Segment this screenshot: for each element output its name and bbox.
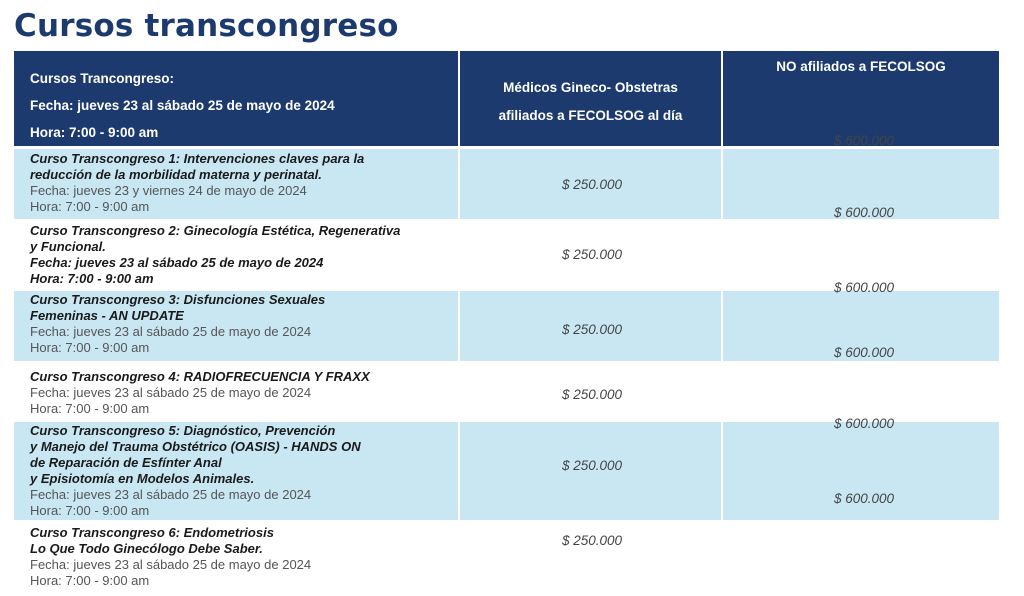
course-5-title-4: y Episiotomía en Modelos Animales. xyxy=(30,471,255,486)
price-no-afiliado-2: $ 600.000 xyxy=(834,280,895,295)
course-5-price-afiliado: $ 250.000 xyxy=(562,458,623,473)
course-5-title-1: Curso Transcongreso 5: Diagnóstico, Prevención xyxy=(30,423,336,438)
header-afiliados-line2: afiliados a FECOLSOG al día xyxy=(498,108,683,123)
course-3-date: Fecha: jueves 23 al sábado 25 de mayo de 2024 xyxy=(30,324,312,339)
course-4-date: Fecha: jueves 23 al sábado 25 de mayo de 2024 xyxy=(30,385,312,400)
course-1-title-2: reducción de la morbilidad materna y perinatal. xyxy=(30,167,322,182)
course-1-date: Fecha: jueves 23 y viernes 24 de mayo de 2024 xyxy=(30,183,307,198)
course-1 xyxy=(30,151,455,215)
course-5-title-2: y Manejo del Trauma Obstétrico (OASIS) - HANDS ON xyxy=(30,439,361,454)
course-1-price-afiliado: $ 250.000 xyxy=(562,177,623,192)
course-5 xyxy=(30,423,455,519)
course-3-time: Hora: 7:00 - 9:00 am xyxy=(30,340,150,355)
course-6 xyxy=(30,525,455,589)
course-3-price-afiliado: $ 250.000 xyxy=(562,322,623,337)
course-2-date: Fecha: jueves 23 al sábado 25 de mayo de 2024 xyxy=(30,255,324,270)
course-6-title-1: Curso Transcongreso 6: Endometriosis xyxy=(30,525,274,540)
header-courses-label: Cursos Trancongreso: xyxy=(30,71,175,86)
header-cell-courses xyxy=(14,51,458,146)
course-6-time: Hora: 7:00 - 9:00 am xyxy=(30,573,150,588)
page-title: Cursos transcongreso xyxy=(14,8,399,44)
course-4-time: Hora: 7:00 - 9:00 am xyxy=(30,401,150,416)
course-2-title-2: y Funcional. xyxy=(30,239,106,254)
header-no-afiliados-label: NO afiliados a FECOLSOG xyxy=(776,59,946,74)
header-cell-afiliados xyxy=(460,51,721,146)
course-1-title-1: Curso Transcongreso 1: Intervenciones claves para la xyxy=(30,151,365,166)
course-2 xyxy=(30,223,455,287)
course-5-title-3: de Reparación de Esfínter Anal xyxy=(30,455,222,470)
price-no-afiliado-4: $ 600.000 xyxy=(834,416,895,431)
header-cell-no-afiliados xyxy=(723,51,999,146)
price-no-afiliado-5: $ 600.000 xyxy=(834,491,895,506)
course-6-price-afiliado: $ 250.000 xyxy=(562,533,623,548)
price-no-afiliado-1: $ 600.000 xyxy=(834,205,895,220)
price-no-afiliado-clipped: $ 600.000 xyxy=(834,133,895,146)
header-courses-time: Hora: 7:00 - 9:00 am xyxy=(30,125,159,140)
course-5-time: Hora: 7:00 - 9:00 am xyxy=(30,503,150,518)
course-2-title-1: Curso Transcongreso 2: Ginecología Estética, Regenerativa xyxy=(30,223,401,238)
header-afiliados-line1: Médicos Gineco- Obstetras xyxy=(503,80,678,95)
course-3-title-1: Curso Transcongreso 3: Disfunciones Sexuales xyxy=(30,292,326,307)
course-2-price-afiliado: $ 250.000 xyxy=(562,247,623,262)
header-courses-date: Fecha: jueves 23 al sábado 25 de mayo de 2024 xyxy=(30,98,335,113)
course-4 xyxy=(30,369,455,417)
course-3-title-2: Femeninas - AN UPDATE xyxy=(30,308,184,323)
course-1-time: Hora: 7:00 - 9:00 am xyxy=(30,199,150,214)
course-4-price-afiliado: $ 250.000 xyxy=(562,387,623,402)
course-5-date: Fecha: jueves 23 al sábado 25 de mayo de 2024 xyxy=(30,487,312,502)
course-2-time: Hora: 7:00 - 9:00 am xyxy=(30,271,154,286)
course-4-title-1: Curso Transcongreso 4: RADIOFRECUENCIA Y FRAXX xyxy=(30,369,370,384)
course-3 xyxy=(30,292,455,356)
course-6-title-2: Lo Que Todo Ginecólogo Debe Saber. xyxy=(30,541,263,556)
course-6-date: Fecha: jueves 23 al sábado 25 de mayo de 2024 xyxy=(30,557,312,572)
price-no-afiliado-3: $ 600.000 xyxy=(834,345,895,360)
